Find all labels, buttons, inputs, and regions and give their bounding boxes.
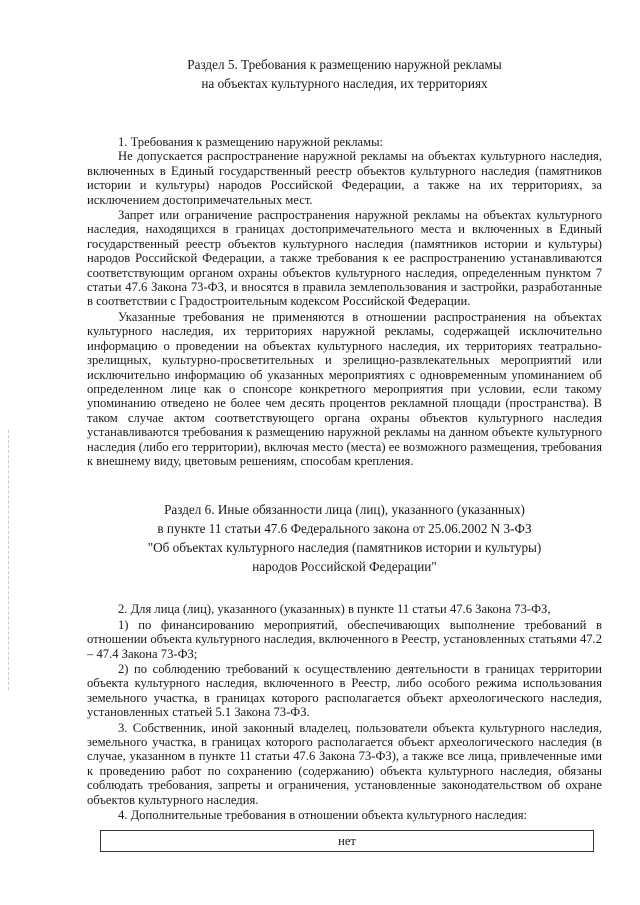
section5-title-line1: Раздел 5. Требования к размещению наружной рекламы bbox=[187, 57, 502, 72]
section6-body bbox=[87, 602, 602, 852]
section6-heading bbox=[87, 500, 602, 576]
scan-margin-marks bbox=[8, 430, 13, 690]
item4: 4. Дополнительные требования в отношении объекта культурного наследия: bbox=[118, 808, 528, 823]
item4-box-text: нет bbox=[338, 834, 356, 849]
section5-paragraph-1: Не допускается распространение наружной рекламы на объектах культурного наследия, включенных в Единый государственный реестр объектов культурного наследия (памятников истории и культуры) народов Российской Федерации, а также на их территориях, за исключением достопримечательных мест. bbox=[87, 149, 602, 207]
section5-paragraph-2: Запрет или ограничение распространения наружной рекламы на объектах культурного наследия, находящихся в границах достопримечательного места и включенных в Единый государственный реестр объектов культурного наследия (памятников истории и культуры) народов Российской Федерации, а также требования к ее распространению устанавливаются соответствующим органом охраны объектов культурного наследия, определенным пунктом 7 статьи 47.6 Закона 73-ФЗ, и вносятся в правила землепользования и застройки, разработанные в соответствии с Градостроительным кодексом Российской Федерации. bbox=[87, 208, 602, 309]
section5-paragraph-3: Указанные требования не применяются в отношении распространения на объектах культурного наследия, их территориях наружной рекламы, содержащей исключительно информацию о проведении на объектах культурного наследия, их территориях театрально-зрелищных, культурно-просветительных и зрелищно-развлекательных мероприятий или исключительно информацию об указанных мероприятиях с одновременным упоминанием об определенном лице как о спонсоре конкретного мероприятия при условии, если такому упоминанию отведено не более чем десять процентов рекламной площади (пространства). В таком случае актом соответствующего органа охраны объектов культурного наследия устанавливаются требования к размещению наружной рекламы на данном объекте культурного наследия (либо его территории), включая место (места) ее возможного размещения, требования к внешнему виду, цветовым решениям, способам крепления. bbox=[87, 309, 602, 468]
section6-title-line2: в пункте 11 статьи 47.6 Федерального закона от 25.06.2002 N 3-ФЗ bbox=[157, 521, 532, 537]
item1-title: 1. Требования к размещению наружной рекламы: bbox=[118, 135, 384, 149]
section5-title-line2: на объектах культурного наследия, их территориях bbox=[201, 76, 488, 91]
item4-box bbox=[100, 830, 594, 852]
section5-heading bbox=[87, 0, 602, 93]
item2-sub1: 1) по финансированию мероприятий, обеспечивающих выполнение требований в отношении объекта культурного наследия, включенного в Реестр, установленных статьями 47.2 – 47.4 Закона 73-ФЗ; bbox=[87, 617, 602, 661]
section6-title-line1: Раздел 6. Иные обязанности лица (лиц), указанного (указанных) bbox=[164, 502, 525, 518]
item2-intro: 2. Для лица (лиц), указанного (указанных) в пункте 11 статьи 47.6 Закона 73-ФЗ, bbox=[118, 602, 551, 617]
item2-sub2: 2) по соблюдению требований к осуществлению деятельности в границах территории объекта культурного наследия, включенного в Реестр, либо особого режима использования земельного участка, в границах которого располагается объект археологического наследия, установленных статьей 5.1 Закона 73-ФЗ. bbox=[87, 661, 602, 720]
item3: 3. Собственник, иной законный владелец, пользователи объекта культурного наследия, земельного участка, в границах которого располагается объект археологического наследия (в случае, указанном в пункте 11 статьи 47.6 Закона 73-ФЗ), а также все лица, привлеченные ими к проведению работ по сохранению (содержанию) объекта культурного наследия, обязаны соблюдать требования, запреты и ограничения, установленные законодательством об охране объектов культурного наследия. bbox=[87, 720, 602, 807]
section6-title-line4: народов Российской Федерации" bbox=[252, 559, 437, 575]
section6-title-line3: "Об объектах культурного наследия (памятников истории и культуры) bbox=[147, 540, 542, 556]
